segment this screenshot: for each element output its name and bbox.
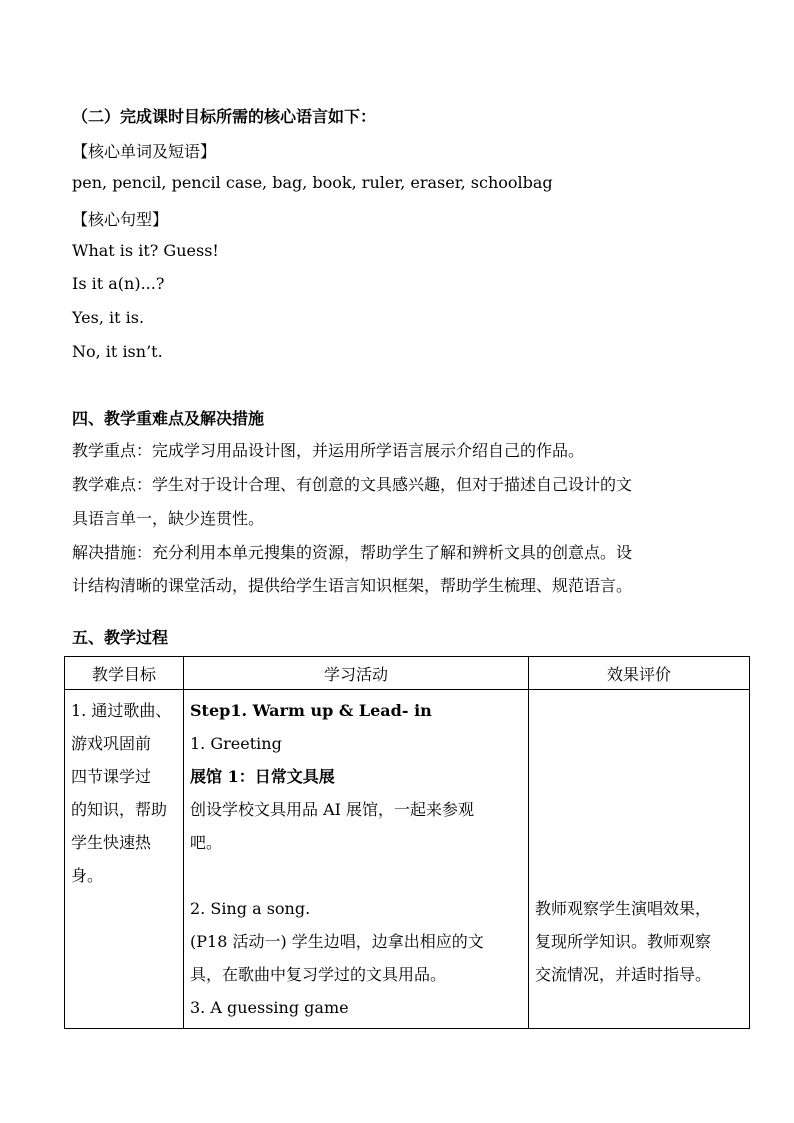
evaluation-line: 教师观察学生演唱效果， xyxy=(535,899,712,918)
header-activity: 学习活动 xyxy=(184,657,529,690)
vocab-list: pen, pencil, pencil case, bag, book, ruler, eraser, schoolbag xyxy=(72,173,553,192)
goal-line: 学生快速热 xyxy=(71,833,152,852)
table-header-row xyxy=(65,657,750,690)
teaching-process-table xyxy=(64,656,750,1029)
sentence-4: No, it isn’t. xyxy=(72,342,163,361)
evaluation-line: 复现所学知识。教师观察 xyxy=(535,932,712,951)
evaluation-cell xyxy=(529,690,750,1029)
goal-line: 四节课学过 xyxy=(71,767,152,786)
goal-line: 1. 通过歌曲、 xyxy=(71,701,172,720)
goal-line: 的知识，帮助 xyxy=(71,800,168,819)
sentence-1: What is it? Guess! xyxy=(72,241,219,260)
goal-line: 身。 xyxy=(71,866,104,885)
goal-line: 游戏巩固前 xyxy=(71,734,152,753)
guessing-game-item: 3. A guessing game xyxy=(190,998,349,1017)
header-evaluation: 效果评价 xyxy=(529,657,750,690)
difficulty-line-2: 具语言单一，缺少连贯性。 xyxy=(72,509,265,528)
greeting-item: 1. Greeting xyxy=(190,734,282,753)
goal-cell xyxy=(65,690,184,1029)
activity-cell xyxy=(184,690,529,1029)
hall-desc-2: 吧。 xyxy=(190,833,223,852)
section2-title: （二）完成课时目标所需的核心语言如下： xyxy=(72,107,377,126)
table-row xyxy=(65,690,750,1029)
header-goal: 教学目标 xyxy=(65,657,184,690)
sentence-label: 【核心句型】 xyxy=(72,210,169,229)
song-desc-2: 具，在歌曲中复习学过的文具用品。 xyxy=(190,965,447,984)
section5-title: 五、教学过程 xyxy=(72,628,169,647)
solution-line-1: 解决措施：充分利用本单元搜集的资源，帮助学生了解和辨析文具的创意点。设 xyxy=(72,543,633,562)
difficulty-line-1: 教学难点：学生对于设计合理、有创意的文具感兴趣，但对于描述自己设计的文 xyxy=(72,475,633,494)
song-item: 2. Sing a song. xyxy=(190,899,311,918)
sentence-3: Yes, it is. xyxy=(72,308,145,327)
hall-title: 展馆 1：日常文具展 xyxy=(190,767,335,786)
sentence-2: Is it a(n)...? xyxy=(72,274,165,293)
hall-desc-1: 创设学校文具用品 AI 展馆，一起来参观 xyxy=(190,800,475,819)
section4-title: 四、教学重难点及解决措施 xyxy=(72,409,265,428)
spacer xyxy=(190,859,522,892)
vocab-label: 【核心单词及短语】 xyxy=(72,142,217,161)
solution-line-2: 计结构清晰的课堂活动，提供给学生语言知识框架，帮助学生梳理、规范语言。 xyxy=(72,576,633,595)
evaluation-line: 交流情况，并适时指导。 xyxy=(535,965,712,984)
key-point: 教学重点：完成学习用品设计图，并运用所学语言展示介绍自己的作品。 xyxy=(72,441,585,460)
song-desc-1: (P18 活动一) 学生边唱，边拿出相应的文 xyxy=(190,932,484,951)
step-title: Step1. Warm up & Lead- in xyxy=(190,701,432,720)
